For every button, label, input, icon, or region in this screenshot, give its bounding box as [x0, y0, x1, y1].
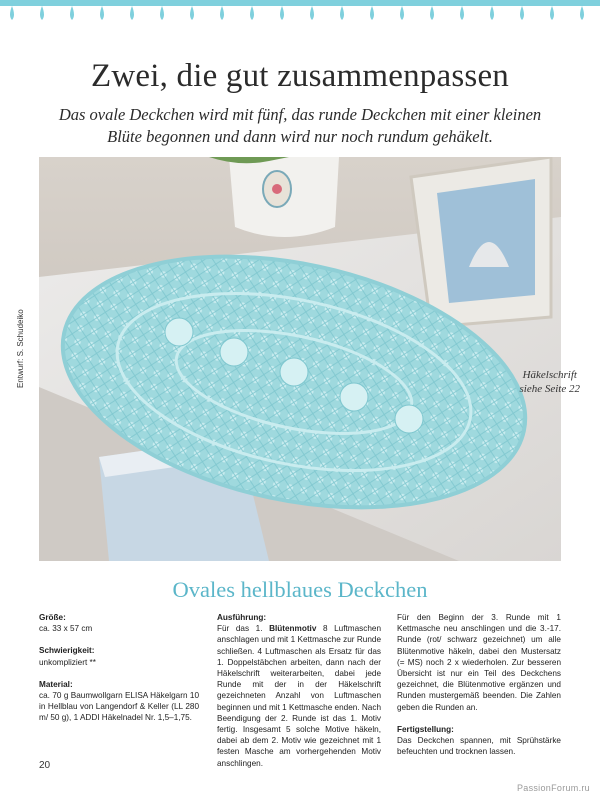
column-3: [397, 612, 561, 757]
top-drop-border: [0, 0, 600, 30]
page-subtitle: Das ovale Deckchen wird mit fünf, das runde Deckchen mit einer kleinen Blüte begonnen und dann wird nur noch rundum gehäkelt.: [58, 105, 542, 146]
finishing-text: Das Deckchen spannen, mit Sprühstärke befeuchten und trocknen lassen.: [397, 736, 561, 757]
finishing-label: Fertigstellung:: [397, 724, 454, 734]
material-value: ca. 70 g Baumwollgarn ELISA Häkelgarn 10 in Hellblau von Langendorf & Keller (LL 280 m/ 50 g), 1 ADDI Häkelnadel Nr. 1,5–1,75.: [39, 691, 199, 723]
picture-frame-illustration: [411, 157, 551, 327]
photo-caption: [520, 368, 580, 396]
photo-credit: Entwurf: S. Schudeiko: [16, 309, 25, 388]
size-label: Größe:: [39, 613, 66, 622]
column-1: [39, 612, 199, 724]
doily-photo: [39, 157, 561, 561]
rounds-text: Für den Beginn der 3. Runde mit 1 Kettmasche neu anschlingen und die 3.-17. Runde (rot/ schwarz gezeichnet) um alle Blütenmotive häkeln, dabei den Mustersatz (= MS) noch 2 x wiederholen. Zur besseren Übersicht ist nur ein Teil des Deckchens gezeichnet, die Blütenmotive ergänzen und Runden mustergemäß beenden. Die Zahlen geben die Runden an.: [397, 613, 561, 712]
caption-line-1: Häkelschrift: [522, 369, 577, 381]
size-value: ca. 33 x 57 cm: [39, 624, 93, 634]
execution-bold-term: Blütenmotiv: [269, 624, 317, 634]
caption-line-2: siehe Seite 22: [519, 383, 580, 395]
execution-text: [217, 623, 381, 769]
page-title: Zwei, die gut zusammenpassen: [91, 58, 509, 94]
watermark: PassionForum.ru: [516, 783, 590, 793]
execution-body: 8 Luftmaschen anschlagen und mit 1 Kettmasche zur Runde schließen. 4 Luftmaschen als Ersatz für das 1. Doppelstäbchen arbeiten, dann nach der Häkelschrift weiterarbeiten, dabei jede Runde mit der in der Häkelschrift gezeichneten Anzahl von Luftmaschen beginnen und mit 1 Kettmasche enden. Nach Beendigung der 2. Runde ist das 1. Motiv fertig. Insgesamt 5 solche Motive häkeln, dabei ab dem 2. Motiv wie gezeichnet mit 1 festen Masche am vorhergehenden Motiv anschlingen.: [217, 624, 381, 768]
execution-intro: Für das 1.: [217, 624, 270, 634]
page-number: 20: [39, 760, 51, 771]
difficulty-label: Schwierigkeit:: [39, 646, 95, 656]
material-label: Material:: [39, 679, 73, 689]
execution-label: Ausführung:: [217, 613, 267, 622]
column-2: [217, 612, 381, 769]
section-title: Ovales hellblaues Deckchen: [172, 577, 428, 602]
difficulty-value: unkompliziert **: [39, 657, 96, 667]
